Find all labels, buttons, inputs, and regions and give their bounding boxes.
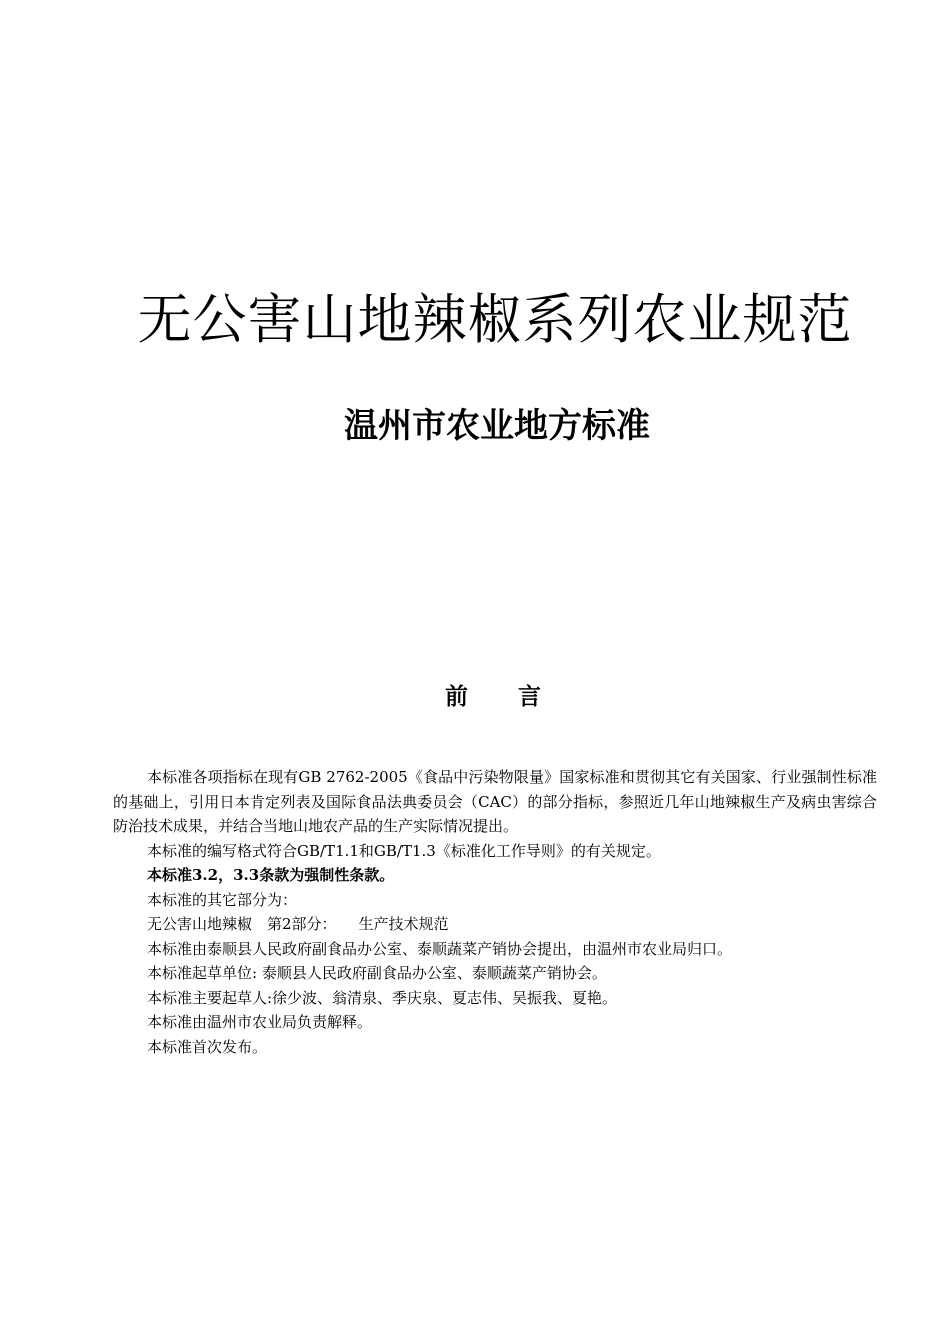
preface-paragraph-drafters: 本标准主要起草人:徐少波、翁清泉、季庆泉、夏志伟、吴振我、夏艳。 — [147, 988, 618, 1007]
document-title: 无公害山地辣椒系列农业规范 — [137, 288, 853, 351]
preface-paragraph-drafting-unit: 本标准起草单位: 泰顺县人民政府副食品办公室、泰顺蔬菜产销协会。 — [147, 964, 607, 982]
preface-heading-char-2: 言 — [518, 683, 541, 710]
preface-paragraph-format: 本标准的编写格式符合GB/T1.1和GB/T1.3《标准化工作导则》的有关规定。 — [147, 841, 661, 860]
part-2-label: 无公害山地辣椒 第2部分： — [147, 915, 337, 933]
preface-paragraph-basis: 本标准各项指标在现有GB 2762-2005《食品中污染物限量》国家标准和贯彻其它有关国家、行业强制性标准的基础上，引用日本肯定列表及国际食品法典委员会（CAC）的部分指标，参照近几年山地辣椒生产及病虫害综合防治技术成果，并结合当地山地农产品的生产实际情况提出。 — [113, 768, 877, 835]
preface-paragraph-proposer: 本标准由泰顺县人民政府副食品办公室、泰顺蔬菜产销协会提出，由温州市农业局归口。 — [147, 939, 733, 958]
document-subtitle: 温州市农业地方标准 — [344, 406, 650, 446]
preface-paragraph-part-2 — [113, 912, 877, 937]
preface-paragraph-other-parts: 本标准的其它部分为： — [147, 890, 298, 909]
preface-body — [113, 765, 877, 1059]
preface-heading-char-1: 前 — [445, 683, 468, 710]
preface-paragraph-first-release: 本标准首次发布。 — [147, 1037, 268, 1056]
preface-paragraph-interpretation: 本标准由温州市农业局负责解释。 — [147, 1013, 373, 1031]
part-2-name: 生产技术规范 — [358, 915, 449, 933]
preface-heading — [0, 682, 950, 712]
preface-paragraph-mandatory-clauses: 本标准3.2，3.3条款为强制性条款。 — [147, 866, 395, 884]
